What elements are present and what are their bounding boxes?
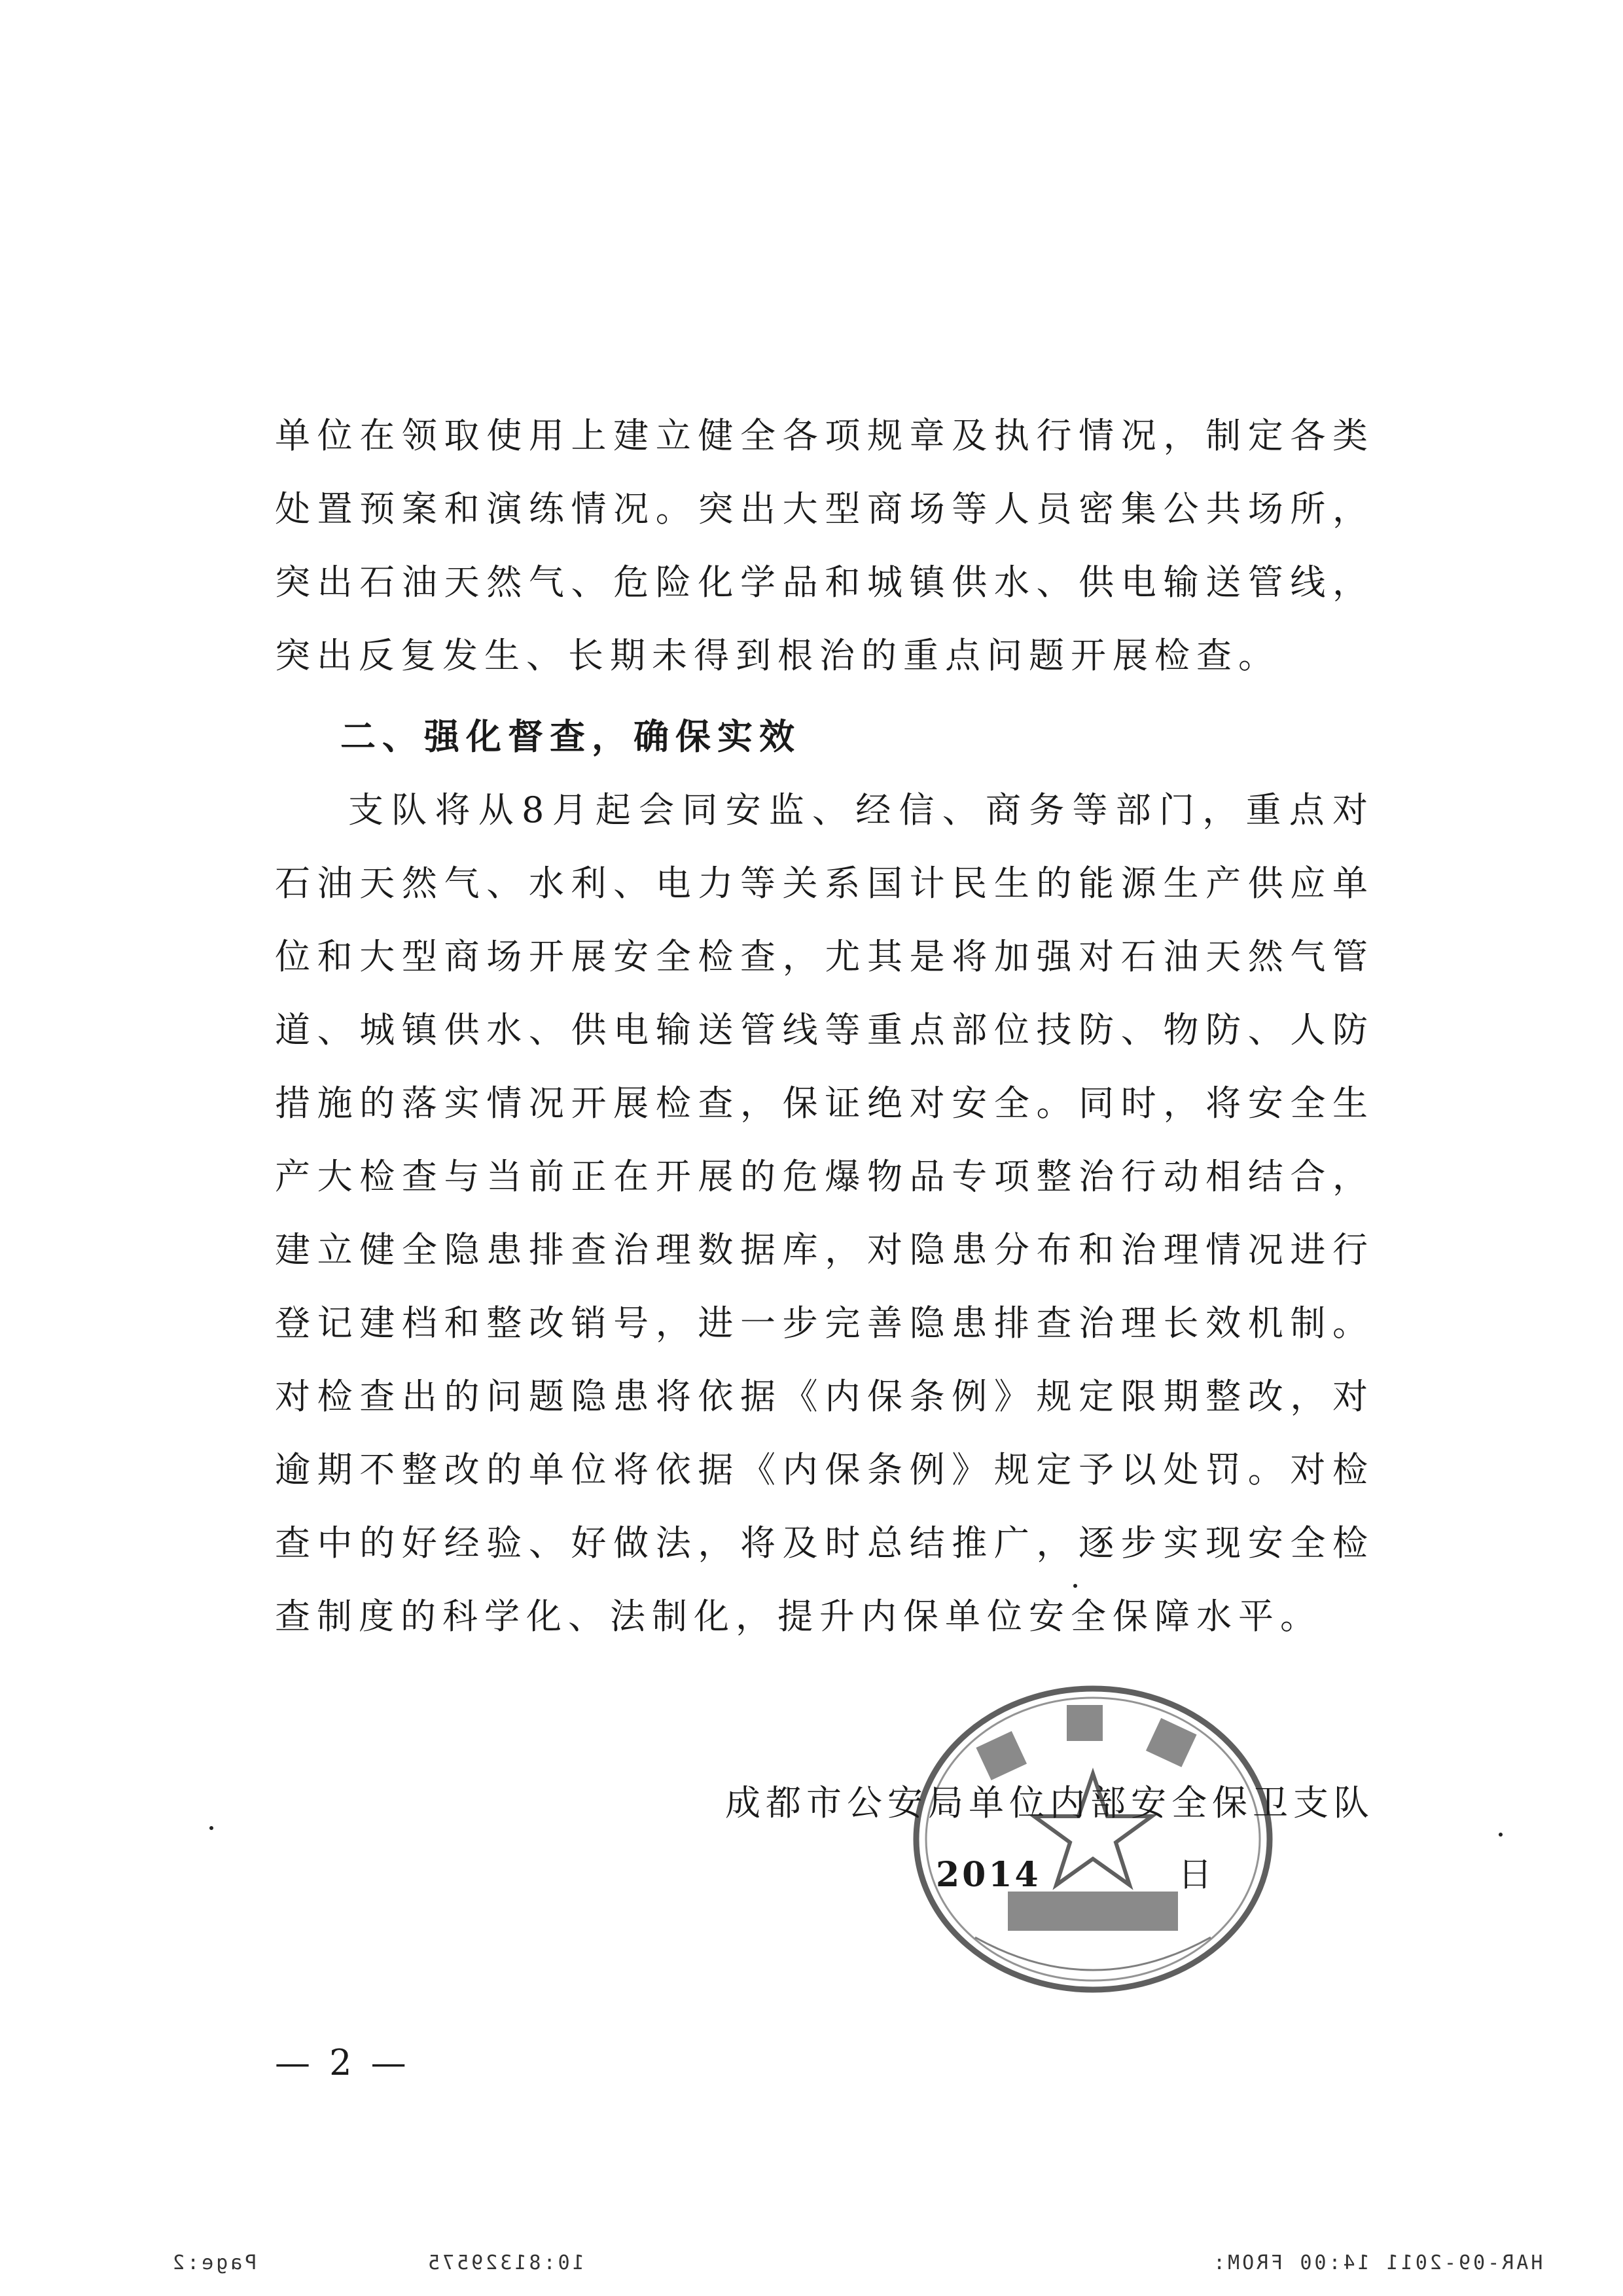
section-heading-2: 二、强化督查，确保实效 [340,716,801,757]
paragraph-1: 单位在领取使用上建立健全各项规章及执行情况，制定各类处置预案和演练情况。突出大型商场等人员密集公共场所，突出石油天然气、危险化学品和城镇供水、供电输送管线，突出反复发生、长期未得到根治的重点问题开展检查。 [275,415,1374,676]
scan-speck [1073,1584,1077,1588]
date-day-suffix: 日 [1178,1856,1213,1895]
date-year: 2014 [936,1855,1041,1895]
scan-speck [209,1826,213,1830]
fax-footer-number: 10:81329575 [425,2251,584,2274]
paragraph-2: 支队将从8月起会同安监、经信、商务等部门，重点对石油天然气、水利、电力等关系国计民生的能源生产供应单位和大型商场开展安全检查，尤其是将加强对石油天然气管道、城镇供水、供电输送管线等重点部位技防、物防、人防措施的落实情况开展检查，保证绝对安全。同时，将安全生产大检查与当前正在开展的危爆物品专项整治行动相结合，建立健全隐患排查治理数据库，对隐患分布和治理情况进行登记建档和整改销号，进一步完善隐患排查治理长效机制。对检查出的问题隐患将依据《内保条例》规定限期整改，对逾期不整改的单位将依据《内保条例》规定予以处罚。对检查中的好经验、好做法，将及时总结推广，逐步实现安全检查制度的科学化、法制化，提升内保单位安全保障水平。 [275,789,1374,1637]
fax-footer-page: Page:2 [170,2251,257,2274]
page-number: — 2 — [275,2042,410,2083]
signature-line: 成都市公安局单位内部安全保卫支队 [725,1782,1374,1823]
fax-footer-date: HAR-09-2011 14:00 FROM: [1211,2251,1543,2274]
scan-speck [1499,1833,1503,1837]
